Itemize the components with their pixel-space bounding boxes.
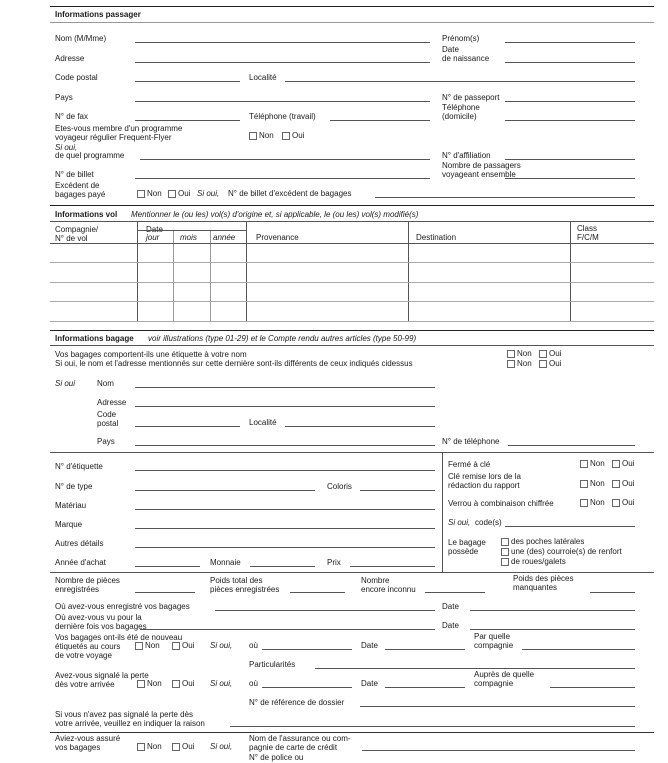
opt-straps-checkbox[interactable] <box>501 548 509 556</box>
insured-label: Aviez-vous assuré vos bagages <box>55 734 121 752</box>
last-seen-date-label: Date <box>442 621 459 630</box>
color-field[interactable] <box>360 490 435 491</box>
key-no-checkbox[interactable] <box>580 480 588 488</box>
date-subheader-line <box>138 230 246 231</box>
affiliation-label: N° d'affiliation <box>442 151 491 160</box>
first-name-field[interactable] <box>505 42 635 43</box>
particularities-label: Particularités <box>249 660 296 669</box>
last-seen-label: Où avez-vous vu pour la dernière fois vos bagages <box>55 613 147 631</box>
retagged-where-field[interactable] <box>262 649 352 650</box>
phone-home-label: Téléphone (domicile) <box>442 103 480 121</box>
retagged-no-checkbox[interactable] <box>135 642 143 650</box>
flight-row[interactable] <box>50 301 654 302</box>
currency-field[interactable] <box>250 566 315 567</box>
locked-yes-label: Oui <box>622 459 635 468</box>
owner-phone-label: N° de téléphone <box>442 437 500 446</box>
ff-which-label: de quel programme <box>55 151 125 160</box>
excess-label: Excédent de bagages payé <box>55 181 106 199</box>
insured-yes-checkbox[interactable] <box>172 743 180 751</box>
particularities-field[interactable] <box>315 668 635 669</box>
opt-wheels-checkbox[interactable] <box>501 558 509 566</box>
not-reported-reason-field[interactable] <box>230 726 635 727</box>
price-label: Prix <box>327 558 341 567</box>
ref-dossier-field[interactable] <box>360 706 635 707</box>
flight-table-top <box>50 221 654 222</box>
flight-header-bottom <box>50 243 654 244</box>
retagged-no-label: Non <box>145 641 160 650</box>
reported-where-label: où <box>249 679 258 688</box>
type-number-label: N° de type <box>55 482 93 491</box>
tag-yes-checkbox[interactable] <box>539 350 547 358</box>
flight-section-subtitle: Mentionner le (ou les) vol(s) d'origine et, si applicable, le (ou les) vol(s) modifié(s) <box>131 210 419 219</box>
checkin-date-field[interactable] <box>470 610 635 611</box>
first-name-label: Prénom(s) <box>442 34 480 43</box>
owner-si-oui: Si oui <box>55 379 76 388</box>
bag-details-top <box>50 452 654 453</box>
brand-field[interactable] <box>135 528 435 529</box>
not-reported-reason-label: Si vous n'avez pas signalé la perte dès votre arrivée, veuillez en indiquer la raison <box>55 710 205 728</box>
combo-lock-label: Verrou à combinaison chiffrée <box>448 499 554 508</box>
tag-yes-label: Oui <box>549 349 562 358</box>
divider <box>50 345 654 346</box>
owner-address-field[interactable] <box>135 406 435 407</box>
owner-postal-field[interactable] <box>135 426 240 427</box>
key-yes-checkbox[interactable] <box>612 480 620 488</box>
checkin-date-label: Date <box>442 602 459 611</box>
passport-label: N° de passeport <box>442 93 500 102</box>
excess-yes-checkbox[interactable] <box>168 190 176 198</box>
col-date: Date <box>146 225 163 234</box>
tag-number-label: N° d'étiquette <box>55 462 103 471</box>
reported-label: Avez-vous signalé la perte dès votre arrivée <box>55 671 149 689</box>
dob-field[interactable] <box>505 62 635 63</box>
reported-yes-checkbox[interactable] <box>172 680 180 688</box>
purchase-year-label: Année d'achat <box>55 558 106 567</box>
locked-no-label: Non <box>590 459 605 468</box>
postal-code-label: Code postal <box>55 73 98 82</box>
combo-yes-label: Oui <box>622 498 635 507</box>
tag2-yes-checkbox[interactable] <box>539 360 547 368</box>
reported-si-oui: Si oui, <box>210 679 233 688</box>
divider <box>50 572 654 573</box>
tag-number-field[interactable] <box>135 470 435 471</box>
ff-which-italic: Si oui, <box>55 143 78 152</box>
missing-weight-field[interactable] <box>590 592 635 593</box>
phone-work-label: Téléphone (travail) <box>249 112 316 121</box>
owner-name-field[interactable] <box>135 387 435 388</box>
retagged-company-label: Par quelle compagnie <box>474 632 514 650</box>
retagged-date-label: Date <box>361 641 378 650</box>
retagged-where-label: où <box>249 641 258 650</box>
code-label: code(s) <box>475 518 502 527</box>
owner-country-field[interactable] <box>135 445 435 446</box>
flight-row[interactable] <box>50 282 654 283</box>
nb-passengers-field[interactable] <box>505 178 635 179</box>
pieces-count-label: Nombre de pièces enregistrées <box>55 576 120 594</box>
postal-code-field[interactable] <box>135 81 240 82</box>
key-label: Clé remise lors de la rédaction du rapport <box>448 472 521 490</box>
code-si-oui: Si oui, <box>448 518 471 527</box>
tag-question: Vos bagages comportent-ils une étiquette à votre nom <box>55 350 247 359</box>
baggage-section-title: Informations bagage <box>55 334 134 343</box>
divider <box>50 732 654 733</box>
phone-work-field[interactable] <box>330 120 430 121</box>
address-field[interactable] <box>135 62 430 63</box>
key-no-label: Non <box>590 479 605 488</box>
locked-no-checkbox[interactable] <box>580 460 588 468</box>
excess-ticket-field[interactable] <box>375 197 635 198</box>
type-number-field[interactable] <box>135 490 315 491</box>
col-company: Compagnie/ N° de vol <box>55 225 99 243</box>
retagged-yes-checkbox[interactable] <box>172 642 180 650</box>
insured-no-label: Non <box>147 742 162 751</box>
currency-label: Monnaie <box>210 558 241 567</box>
other-details-field[interactable] <box>135 547 435 548</box>
combo-no-label: Non <box>590 498 605 507</box>
owner-postal-label: Code postal <box>97 410 119 428</box>
checkin-where-label: Où avez-vous enregistré vos bagages <box>55 602 190 611</box>
bag-details-sep <box>442 452 443 572</box>
key-yes-label: Oui <box>622 479 635 488</box>
section-rule-flight <box>50 205 654 206</box>
col-sep <box>570 222 571 321</box>
excess-si-oui: Si oui, <box>197 189 220 198</box>
tag-no-checkbox[interactable] <box>507 350 515 358</box>
retagged-date-field[interactable] <box>385 649 465 650</box>
code-field[interactable] <box>505 526 635 527</box>
flight-row[interactable] <box>50 321 654 322</box>
owner-name-label: Nom <box>97 379 114 388</box>
fax-field[interactable] <box>135 120 240 121</box>
reported-date-field[interactable] <box>385 687 465 688</box>
material-field[interactable] <box>135 509 435 510</box>
purchase-year-field[interactable] <box>135 566 200 567</box>
divider <box>50 22 654 23</box>
ff-no-checkbox[interactable] <box>249 132 257 140</box>
retagged-company-field[interactable] <box>522 649 635 650</box>
combo-yes-checkbox[interactable] <box>612 499 620 507</box>
section-rule-top <box>50 6 654 7</box>
ref-dossier-label: N° de référence de dossier <box>249 698 345 707</box>
col-month: mois <box>180 233 197 242</box>
insurance-name-field[interactable] <box>362 750 635 751</box>
reported-no-label: Non <box>147 679 162 688</box>
material-label: Matériau <box>55 501 87 510</box>
fax-label: N° de fax <box>55 112 88 121</box>
owner-phone-field[interactable] <box>508 445 635 446</box>
frequent-flyer-question: Etes-vous membre d'un programme voyageur régulier Frequent-Flyer <box>55 124 183 142</box>
nb-passengers-label: Nombre de passagers voyageant ensemble <box>442 161 521 179</box>
insured-no-checkbox[interactable] <box>137 743 145 751</box>
insured-si-oui: Si oui, <box>210 742 233 751</box>
col-class: Class F/C/M <box>577 224 599 242</box>
total-weight-label: Poids total des pièces enregistrées <box>210 576 280 594</box>
checkin-where-field[interactable] <box>215 610 435 611</box>
tag-no-label: Non <box>517 349 532 358</box>
retagged-si-oui: Si oui, <box>210 641 233 650</box>
locked-yes-checkbox[interactable] <box>612 460 620 468</box>
bag-has-label: Le bagage possède <box>448 538 486 556</box>
pieces-count-field[interactable] <box>135 592 195 593</box>
unknown-count-field[interactable] <box>425 592 485 593</box>
last-seen-date-field[interactable] <box>470 629 635 630</box>
retagged-label: Vos bagages ont-ils été de nouveau étiquetés au cours de votre voyage <box>55 633 183 660</box>
ff-yes-label: Oui <box>292 131 305 140</box>
owner-country-label: Pays <box>97 437 115 446</box>
ff-program-field[interactable] <box>140 159 430 160</box>
locality-field[interactable] <box>285 81 635 82</box>
locality-label: Localité <box>249 73 277 82</box>
reported-yes-label: Oui <box>182 679 195 688</box>
col-sep <box>408 222 409 321</box>
price-field[interactable] <box>350 566 435 567</box>
opt-pockets-checkbox[interactable] <box>501 538 509 546</box>
reported-company-field[interactable] <box>550 687 635 688</box>
tag-question-2: Si oui, le nom et l'adresse mentionnés sur cette dernière sont-ils différents de ceux indiqués cidessus <box>55 359 413 368</box>
missing-weight-label: Poids des pièces manquantes <box>513 574 574 592</box>
owner-locality-field[interactable] <box>285 426 435 427</box>
col-sep <box>246 222 247 321</box>
retagged-yes-label: Oui <box>182 641 195 650</box>
owner-locality-label: Localité <box>249 418 277 427</box>
reported-where-field[interactable] <box>262 687 352 688</box>
excess-ticket-label: N° de billet d'excédent de bagages <box>228 189 352 198</box>
policy-number-label: N° de police ou <box>249 753 304 762</box>
combo-no-checkbox[interactable] <box>580 499 588 507</box>
excess-yes-label: Oui <box>178 189 191 198</box>
opt-wheels-label: de roues/galets <box>511 557 566 566</box>
opt-straps-label: une (des) courroie(s) de renfort <box>511 547 622 556</box>
last-seen-field[interactable] <box>140 629 435 630</box>
phone-home-field[interactable] <box>505 120 635 121</box>
flight-section-title: Informations vol <box>55 210 118 219</box>
col-origin: Provenance <box>256 233 299 242</box>
reported-company-label: Auprès de quelle compagnie <box>474 670 535 688</box>
name-field[interactable] <box>135 42 430 43</box>
ff-yes-checkbox[interactable] <box>282 132 290 140</box>
color-label: Coloris <box>327 482 352 491</box>
ticket-label: N° de billet <box>55 170 94 179</box>
reported-date-label: Date <box>361 679 378 688</box>
ticket-field[interactable] <box>135 178 430 179</box>
insured-yes-label: Oui <box>182 742 195 751</box>
unknown-count-label: Nombre encore inconnu <box>361 576 416 594</box>
country-field[interactable] <box>135 101 430 102</box>
name-label: Nom (M/Mme) <box>55 34 107 43</box>
col-sep <box>137 222 138 321</box>
insurance-name-label: Nom de l'assurance ou com- pagnie de carte de crédit <box>249 734 351 752</box>
passport-field[interactable] <box>505 101 635 102</box>
total-weight-field[interactable] <box>290 592 345 593</box>
tag2-yes-label: Oui <box>549 359 562 368</box>
section-rule-baggage <box>50 330 654 331</box>
flight-row[interactable] <box>50 262 654 263</box>
tag2-no-label: Non <box>517 359 532 368</box>
country-label: Pays <box>55 93 73 102</box>
owner-address-label: Adresse <box>97 398 127 407</box>
opt-pockets-label: des poches latérales <box>511 537 585 546</box>
excess-no-label: Non <box>147 189 162 198</box>
col-destination: Destination <box>416 233 457 242</box>
ff-no-label: Non <box>259 131 274 140</box>
brand-label: Marque <box>55 520 83 529</box>
address-label: Adresse <box>55 54 85 63</box>
passenger-section-title: Informations passager <box>55 10 141 19</box>
col-year: année <box>213 233 236 242</box>
locked-label: Fermé à clé <box>448 460 491 469</box>
excess-no-checkbox[interactable] <box>137 190 145 198</box>
dob-label: Date de naissance <box>442 45 490 63</box>
reported-no-checkbox[interactable] <box>137 680 145 688</box>
tag2-no-checkbox[interactable] <box>507 360 515 368</box>
col-day: jour <box>146 233 160 242</box>
affiliation-field[interactable] <box>505 159 635 160</box>
other-details-label: Autres détails <box>55 539 104 548</box>
baggage-section-subtitle: voir illustrations (type 01-29) et le Compte rendu autres articles (type 50-99) <box>148 334 417 343</box>
